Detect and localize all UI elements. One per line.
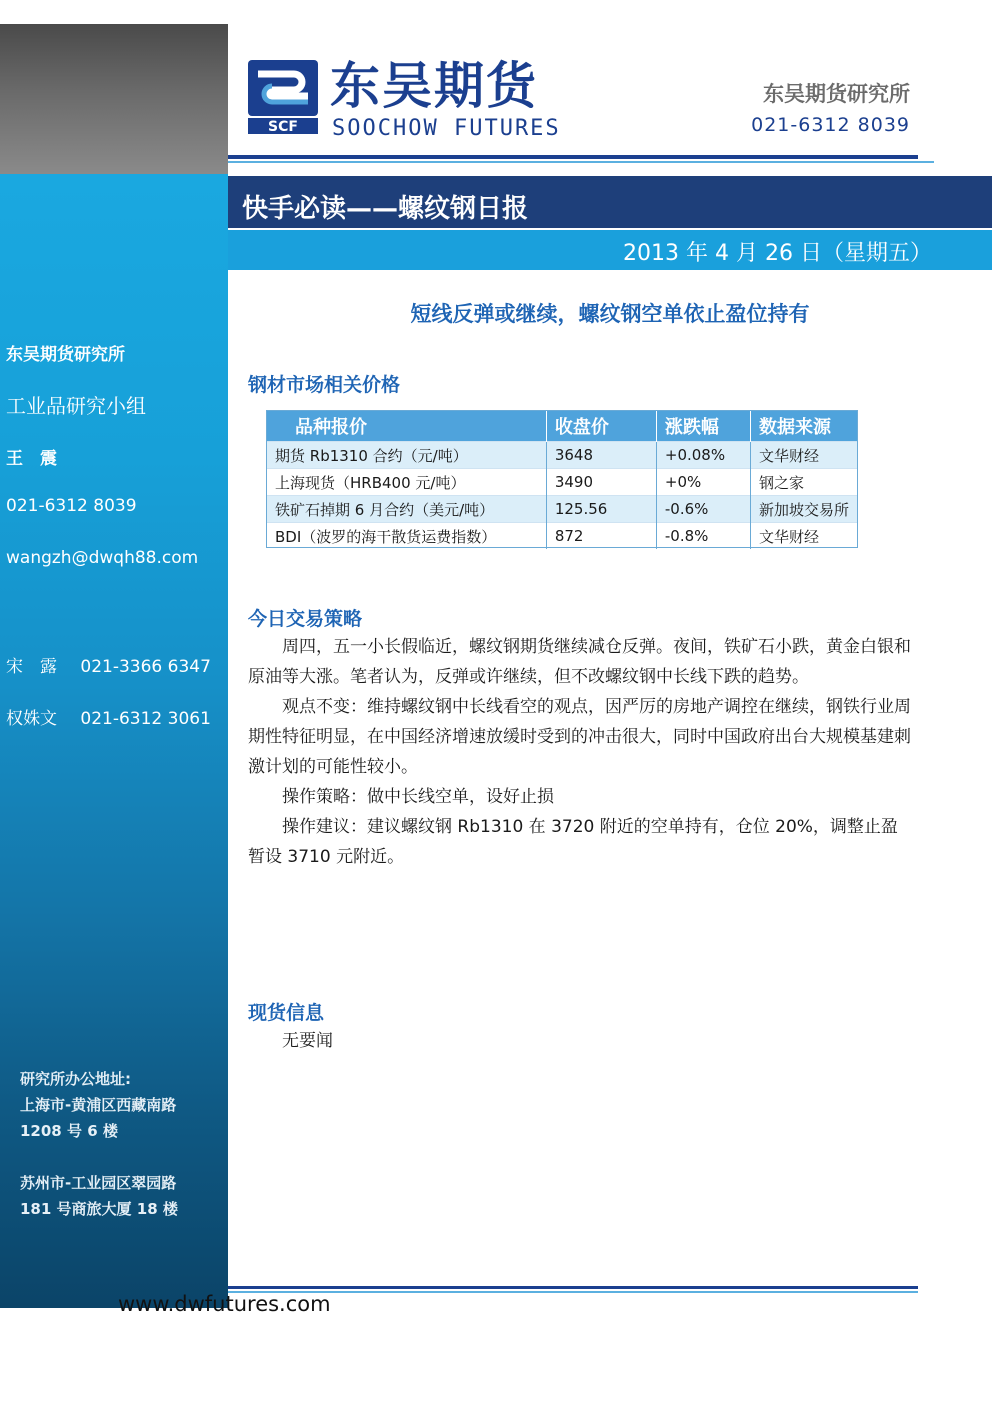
sidebar-email[interactable]: wangzh@dwqh88.com (6, 548, 199, 568)
column-header: 品种报价 (267, 411, 546, 442)
prices-section-title: 钢材市场相关价格 (248, 374, 401, 396)
column-header: 收盘价 (546, 411, 656, 442)
table-cell: 3490 (546, 469, 656, 496)
strategy-section-title: 今日交易策略 (248, 608, 363, 630)
strategy-paragraph-1: 周四，五一小长假临近，螺纹钢期货继续减仓反弹。夜间，铁矿石小跌，黄金白银和原油等大涨。笔者认为，反弹或许继续，但不改螺纹钢中长线下跌的趋势。 (248, 637, 911, 687)
table-row (267, 442, 857, 469)
table-cell: 125.56 (546, 496, 656, 523)
table-cell: 文华财经 (750, 523, 857, 550)
report-title: 快手必读——螺纹钢日报 (242, 194, 529, 224)
spot-section-title: 现货信息 (248, 1002, 325, 1024)
table-cell: 新加坡交易所 (750, 496, 857, 523)
table-header-row (267, 411, 857, 442)
table-cell: -0.8% (656, 523, 750, 550)
header-divider (228, 155, 918, 159)
header-phone: 021-6312 8039 (751, 114, 910, 136)
table-cell: BDI（波罗的海干散货运费指数） (267, 523, 546, 550)
contact-2-phone: 021-6312 3061 (80, 709, 211, 729)
table-cell: 文华财经 (750, 442, 857, 469)
sidebar-top-panel (0, 24, 228, 174)
address-1-line-2: 1208 号 6 楼 (20, 1122, 118, 1140)
column-header: 涨跌幅 (656, 411, 750, 442)
table-cell: 3648 (546, 442, 656, 469)
footer-divider (228, 1286, 918, 1289)
strategy-paragraph-3: 操作策略：做中长线空单，设好止损 (282, 787, 554, 807)
table-cell: 872 (546, 523, 656, 550)
header-divider-thin (228, 161, 934, 163)
report-date-band (228, 230, 992, 270)
table-row (267, 496, 857, 523)
table-cell: +0.08% (656, 442, 750, 469)
table-cell: 期货 Rb1310 合约（元/吨） (267, 442, 546, 469)
prices-table (266, 410, 858, 548)
table-row (267, 469, 857, 496)
strategy-paragraph-4: 操作建议：建议螺纹钢 Rb1310 在 3720 附近的空单持有，仓位 20%，调整止盈暂设 3710 元附近。 (248, 817, 898, 867)
sidebar-group: 工业品研究小组 (6, 394, 146, 418)
table-row (267, 523, 857, 550)
table-cell: +0% (656, 469, 750, 496)
table-cell: -0.6% (656, 496, 750, 523)
sidebar-analyst-phone: 021-6312 8039 (6, 496, 137, 516)
report-title-band (228, 176, 992, 228)
contact-2-name: 权姝文 (6, 709, 57, 729)
sidebar-analyst: 王 震 (6, 449, 57, 469)
table-cell: 上海现货（HRB400 元/吨） (267, 469, 546, 496)
report-date: 2013 年 4 月 26 日（星期五） (623, 241, 932, 266)
address-label: 研究所办公地址: (20, 1070, 131, 1088)
table-cell: 铁矿石掉期 6 月合约（美元/吨） (267, 496, 546, 523)
contact-1-name: 宋 露 (6, 657, 57, 677)
header-institute: 东吴期货研究所 (763, 82, 910, 106)
column-header: 数据来源 (750, 411, 857, 442)
address-2-line-1: 苏州市-工业园区翠园路 (20, 1174, 177, 1192)
report-headline: 短线反弹或继续，螺纹钢空单依止盈位持有 (410, 302, 810, 326)
website-link[interactable]: www.dwfutures.com (118, 1292, 331, 1316)
brand-name-cn: 东吴期货 (330, 57, 538, 115)
sidebar-institute: 东吴期货研究所 (6, 345, 125, 365)
sidebar-contact-2 (6, 704, 211, 729)
brand-name-en: SOOCHOW FUTURES (332, 116, 561, 141)
logo-text: SCF (268, 119, 298, 135)
spot-text: 无要闻 (282, 1031, 333, 1051)
table-cell: 钢之家 (750, 469, 857, 496)
strategy-paragraph-2: 观点不变：维持螺纹钢中长线看空的观点，因严厉的房地产调控在继续，钢铁行业周期性特征明显，在中国经济增速放缓时受到的冲击很大，同时中国政府出台大规模基建刺激计划的可能性较小。 (248, 697, 911, 777)
contact-1-phone: 021-3366 6347 (80, 657, 211, 677)
sidebar-contact-1 (6, 652, 211, 677)
address-1-line-1: 上海市-黄浦区西藏南路 (20, 1096, 177, 1114)
scf-logo-icon (248, 60, 318, 136)
footer-divider-thin (228, 1291, 918, 1293)
address-2-line-2: 181 号商旅大厦 18 楼 (20, 1200, 178, 1218)
